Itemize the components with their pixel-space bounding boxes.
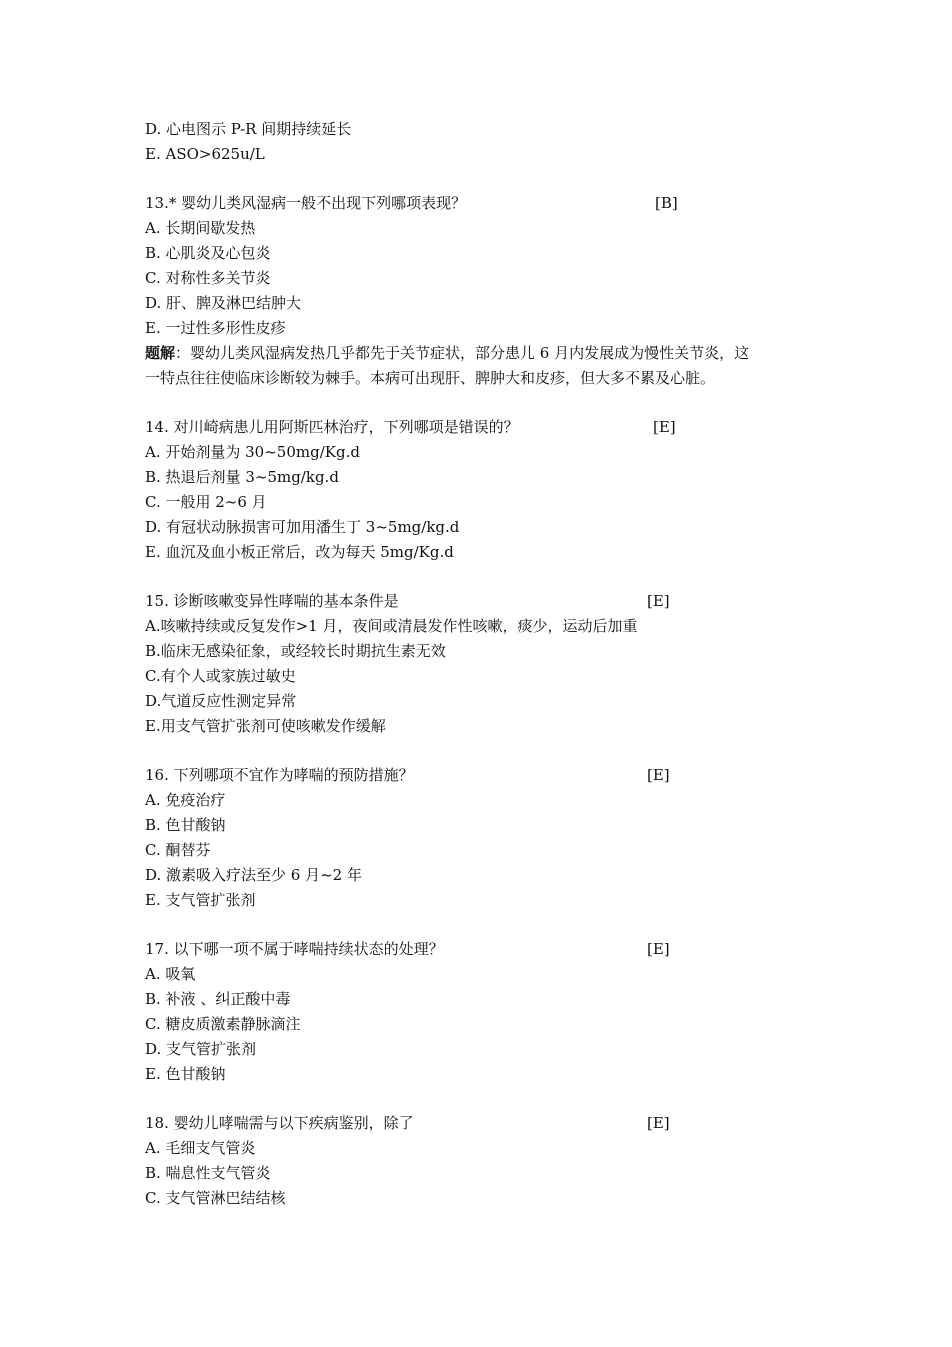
question-14 bbox=[145, 415, 825, 565]
option-line: B.临床无感染征象，或经较长时期抗生素无效 bbox=[145, 642, 446, 660]
question-stem bbox=[145, 937, 825, 962]
page-content bbox=[145, 117, 825, 1211]
question-stem bbox=[145, 415, 825, 440]
explanation-text: 一特点往往使临床诊断较为棘手。本病可出现肝、脾肿大和皮疹，但大多不累及心脏。 bbox=[145, 369, 716, 387]
option-line: B. 喘息性支气管炎 bbox=[145, 1164, 271, 1182]
answer-key: [E] bbox=[647, 940, 670, 958]
option-line: B. 色甘酸钠 bbox=[145, 816, 226, 834]
option-line: A. 毛细支气管炎 bbox=[145, 1139, 256, 1157]
option-line: A. 长期间歇发热 bbox=[145, 219, 256, 237]
option-line: E. 色甘酸钠 bbox=[145, 1065, 226, 1083]
option-line: A.咳嗽持续或反复发作>1 月，夜间或清晨发作性咳嗽，痰少，运动后加重 bbox=[145, 617, 638, 635]
explanation-label: 题解 bbox=[145, 344, 176, 362]
option-line: C. 对称性多关节炎 bbox=[145, 269, 271, 287]
question-stem bbox=[145, 589, 825, 614]
question-text: 18. 婴幼儿哮喘需与以下疾病鉴别，除了 bbox=[145, 1114, 414, 1132]
question-stem bbox=[145, 191, 825, 216]
option-line: D. 支气管扩张剂 bbox=[145, 1040, 257, 1058]
option-line: B. 心肌炎及心包炎 bbox=[145, 244, 271, 262]
option-line: B. 热退后剂量 3~5mg/kg.d bbox=[145, 468, 339, 486]
option-line: E. 一过性多形性皮疹 bbox=[145, 319, 286, 337]
answer-key: [B] bbox=[655, 194, 678, 212]
explanation-text: ：婴幼儿类风湿病发热几乎都先于关节症状，部分患儿 6 月内发展成为慢性关节炎，这 bbox=[175, 344, 750, 362]
question-text: 16. 下列哪项不宜作为哮喘的预防措施？ bbox=[145, 766, 414, 784]
question-stem bbox=[145, 763, 825, 788]
answer-key: [E] bbox=[647, 1114, 670, 1132]
option-line: E. ASO>625u/L bbox=[145, 145, 265, 163]
question-text: 14. 对川崎病患儿用阿斯匹林治疗，下列哪项是错误的？ bbox=[145, 418, 519, 436]
option-line: D. 激素吸入疗法至少 6 月~2 年 bbox=[145, 866, 362, 884]
option-line: A. 吸氧 bbox=[145, 965, 196, 983]
answer-key: [E] bbox=[647, 592, 670, 610]
option-line: D. 心电图示 P-R 间期持续延长 bbox=[145, 120, 352, 138]
answer-key: [E] bbox=[653, 418, 676, 436]
option-line: A. 免疫治疗 bbox=[145, 791, 226, 809]
option-line: E. 血沉及血小板正常后，改为每天 5mg/Kg.d bbox=[145, 543, 454, 561]
option-line: C. 支气管淋巴结结核 bbox=[145, 1189, 286, 1207]
option-line: D. 肝、脾及淋巴结肿大 bbox=[145, 294, 302, 312]
explanation bbox=[145, 341, 825, 366]
answer-key: [E] bbox=[647, 766, 670, 784]
option-line: C.有个人或家族过敏史 bbox=[145, 667, 296, 685]
question-15 bbox=[145, 589, 825, 739]
question-text: 15. 诊断咳嗽变异性哮喘的基本条件是 bbox=[145, 592, 399, 610]
question-18 bbox=[145, 1111, 825, 1211]
option-line: C. 糖皮质激素静脉滴注 bbox=[145, 1015, 301, 1033]
option-line: B. 补液 、纠正酸中毒 bbox=[145, 990, 291, 1008]
question-16 bbox=[145, 763, 825, 913]
option-line: A. 开始剂量为 30~50mg/Kg.d bbox=[145, 443, 360, 461]
option-line: C. 酮替芬 bbox=[145, 841, 211, 859]
question-13 bbox=[145, 191, 825, 391]
option-line: E.用支气管扩张剂可使咳嗽发作缓解 bbox=[145, 717, 386, 735]
option-line: C. 一般用 2~6 月 bbox=[145, 493, 267, 511]
question-stem bbox=[145, 1111, 825, 1136]
question-text: 17. 以下哪一项不属于哮喘持续状态的处理？ bbox=[145, 940, 444, 958]
question-17 bbox=[145, 937, 825, 1087]
option-line: D. 有冠状动脉损害可加用潘生丁 3~5mg/kg.d bbox=[145, 518, 460, 536]
option-line: D.气道反应性测定异常 bbox=[145, 692, 297, 710]
option-line: E. 支气管扩张剂 bbox=[145, 891, 256, 909]
question-text: 13.* 婴幼儿类风湿病一般不出现下列哪项表现？ bbox=[145, 194, 467, 212]
